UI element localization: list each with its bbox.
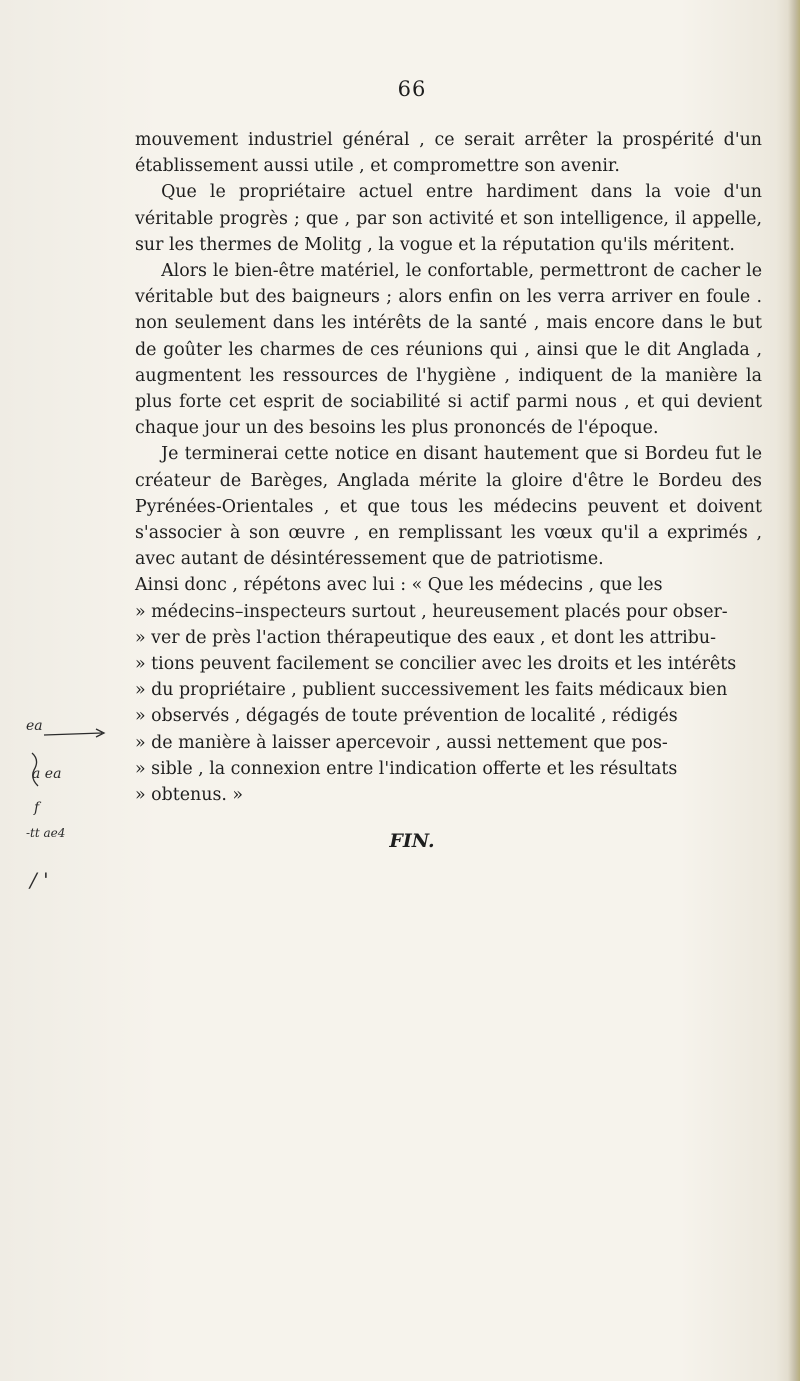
quote-paragraph	[135, 572, 762, 808]
quote-line: » obtenus. »	[135, 785, 244, 806]
fin-label: FIN.	[389, 830, 435, 852]
quote-line: » observés , dégagés de toute prévention de localité , rédigés	[135, 706, 678, 727]
paragraph-2: Que le propriétaire actuel entre hardiment dans la voie d'un véritable progrès ; que , par son activité et son intelligence, il appelle, sur les thermes de Molitg , la vogue et la réputation qu'ils méritent.	[135, 182, 762, 255]
paragraph-3: Alors le bien-être matériel, le confortable, permettront de cacher le véritable but des baigneurs ; alors enfin on les verra arriver en foule . non seulement dans les intérêts de la santé , mais encore dans le but de goûter les charmes de ces réunions qui , ainsi que le dit Anglada , augmentent les ressources de l'hygiène , indiquent de la manière la plus forte cet esprit de sociabilité si actif parmi nous , et qui devient chaque jour un des besoins les plus prononcés de l'époque.	[135, 261, 762, 439]
quote-line: » ver de près l'action thérapeutique des eaux , et dont les attribu-	[135, 627, 716, 648]
margin-note: a ea	[32, 766, 62, 782]
quote-line: » tions peuvent facilement se concilier avec les droits et les intérêts	[135, 654, 737, 675]
quote-line: » médecins–inspecteurs surtout , heureusement placés pour obser-	[135, 601, 728, 622]
margin-note: ea	[26, 718, 43, 734]
margin-note: f	[34, 800, 40, 816]
page-edge-shadow	[788, 0, 800, 1381]
paragraph-1: mouvement industriel général , ce serait arrêter la prospérité d'un établissement aussi utile , et compromettre son avenir.	[135, 130, 762, 177]
page-number: 66	[397, 77, 427, 101]
quote-intro: Ainsi donc , répétons avec lui : « Que les médecins , que les	[135, 575, 663, 596]
paragraph-4: Je terminerai cette notice en disant hautement que si Bordeu fut le créateur de Barèges, Anglada mérite la gloire d'être le Bordeu des Pyrénées-Orientales , et que tous les médecins peuvent et doivent s'associer à son œuvre , en remplissant les vœux qu'il a exprimés , avec autant de désintéressement que de patriotisme.	[135, 444, 762, 570]
margin-note: -tt ae4	[26, 826, 66, 840]
body-text	[135, 127, 762, 808]
quote-line: » sible , la connexion entre l'indication offerte et les résultats	[135, 758, 678, 779]
quote-line: » de manière à laisser apercevoir , aussi nettement que pos-	[135, 732, 668, 753]
handwritten-margin-notes	[26, 718, 126, 928]
quote-line: » du propriétaire , publient successivement les faits médicaux bien	[135, 680, 728, 701]
margin-note: / '	[30, 868, 49, 892]
